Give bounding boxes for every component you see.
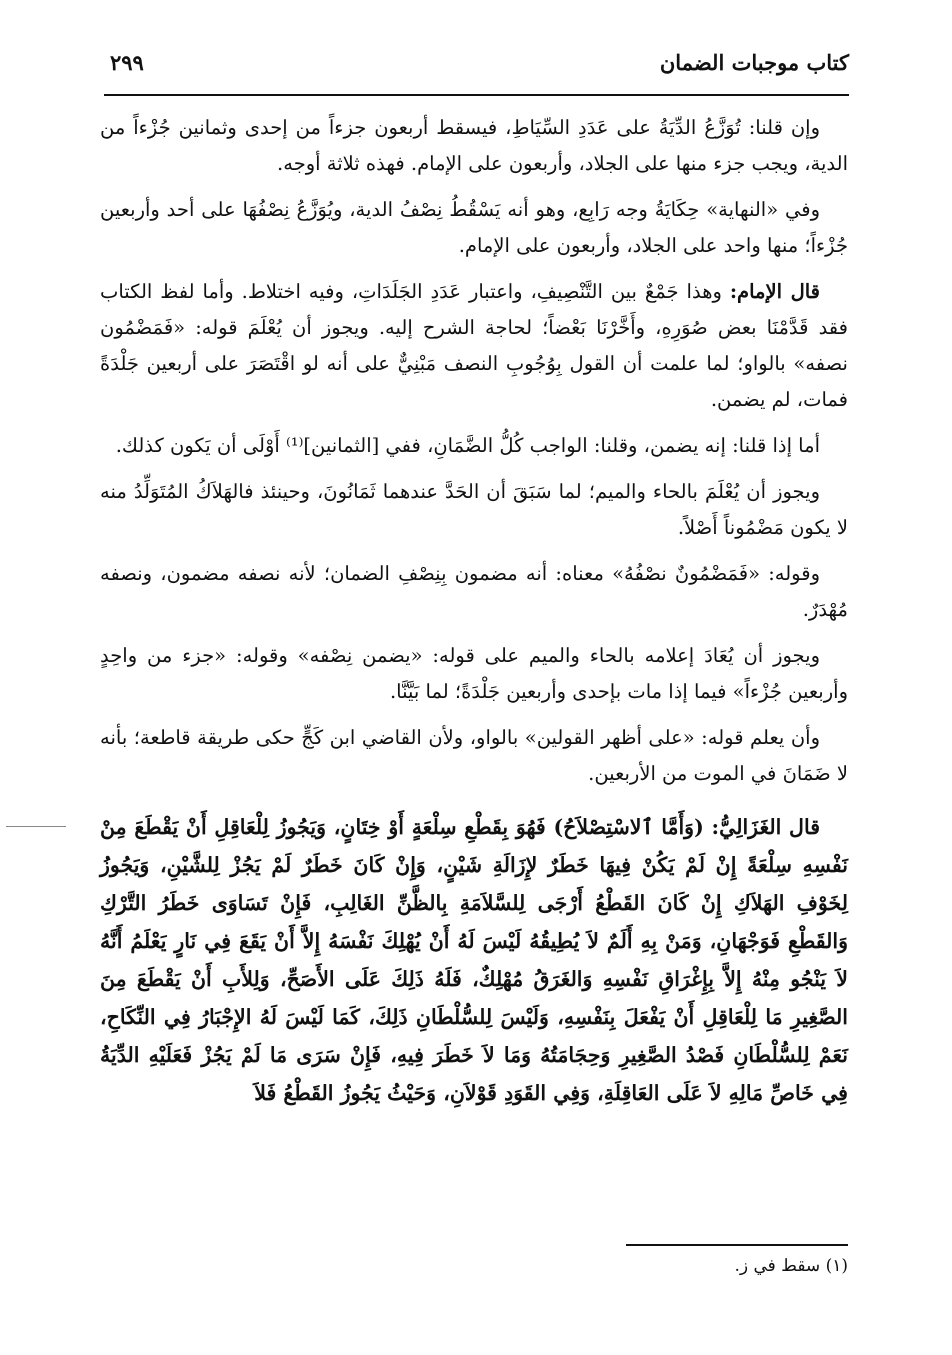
header-divider [104, 94, 849, 96]
paragraph: وقوله: «فَمَضْمُونٌ نصْفُهُ» معناه: أنه مضمون بِنِصْفِ الضمان؛ لأنه نصفه مضمون، ونصفه مُهْدَرٌ. [100, 562, 848, 621]
quote-text: (وَأَمَّا ٱلاسْتِصْلاَحُ) فَهُوَ بِقَطْعِ سِلْعَةٍ أَوْ خِتَانٍ، وَيَجُوزُ لِلْعَاقِلِ أَنْ يَقْطَعَ مِنْ نَفْسِهِ سِلْعَةً إِنْ لَمْ يَكُنْ فِيهَا خَطَرٌ لإِزَالَةِ شَيْنٍ، وَإِنْ كَانَ خَطَرٌ لَمْ يَجُزْ لِلشَّيْنِ، وَيَجُوزُ لِخَوْفِ الهَلاَكِ إِنْ كَانَ القَطْعُ أَرْجَى لِلسَّلاَمَةِ بِالظَّنِّ الغَالِبِ، فَإِنْ تَسَاوَى خَطَرُ التَّرْكِ وَالقَطْعِ فَوَجْهَانِ، وَمَنْ بِهِ أَلَمٌ لاَ يُطِيقُهُ لَيْسَ لَهُ أَنْ يُهْلِكَ نَفْسَهُ إِلاَّ أَنْ يَقَعَ فِي نَارٍ يَعْلَمُ أَنَّهُ لاَ يَنْجُو مِنْهُ إِلاَّ بِإِغْرَاقِ نَفْسِهِ وَالغَرَقُ مُهْلِكٌ، فَلَهُ ذَلِكَ عَلَى الأَصَحِّ، وَلِلأَبِ أَنْ يَقْطَعَ مِنَ الصَّغِيرِ مَا لِلْعَاقِلِ أَنْ يَفْعَلَ بِنَفْسِهِ، وَلَيْسَ لِلسُّلْطَانِ ذَلِكَ، كَمَا لَيْسَ لَهُ الإِجْبَارُ فِي النِّكَاحِ، نَعَمْ لِلسُّلْطَانِ فَصْدُ الصَّغِيرِ وَحِجَامَتُهُ وَمَا لاَ خَطَرَ فِيهِ، فَإِنْ سَرَى مَا لَمْ يَجُزْ فَعَلَيْهِ الدِّيَةُ فِي خَاصِّ مَالِهِ لاَ عَلَى العَاقِلَةِ، وَفِي القَوَدِ قَوْلاَنِ، وَحَيْثُ يَجُوزُ القَطْعُ فَلاَ [100, 815, 848, 1105]
paragraph: وأن يعلم قوله: «على أظهر القولين» بالواو، ولأن القاضي ابن كَجٍّ حكى طريقة قاطعة؛ بأنه لا ضَمَانَ في الموت من الأربعين. [100, 726, 848, 785]
imam-label: قال الإمام: [729, 280, 820, 303]
paragraph: ويجوز أن يُعَادَ إعلامه بالحاء والميم على قوله: «يضمن نِصْفه» وقوله: «جزء من واحِدٍ وأربعين جُزْءاً» فيما إذا مات بإحدى وأربعين جَلْدَةً؛ لما بَيَّنَّا. [100, 644, 848, 703]
page-body [100, 110, 848, 1122]
paragraph: وفي «النهاية» حِكَايَةُ وجه رَابِع، وهو أنه يَسْقُطُ نِصْفُ الدية، ويُوَزَّعُ نِصْفُهَا على أحد وأربعين جُزْءاً؛ منها واحد على الجلاد، وأربعون على الإمام. [100, 198, 848, 257]
paragraph: وإن قلنا: تُوَزَّعُ الدِّيَةُ على عَدَدِ السِّيَاطِ، فيسقط أربعون جزءاً من إحدى وثمانين جُزْءاً من الدية، ويجب جزء منها على الجلاد، وأربعون على الإمام. فهذه ثلاثة أوجه. [100, 116, 848, 175]
book-title: كتاب موجبات الضمان [659, 50, 849, 75]
ghazali-quote [100, 808, 848, 1112]
page-number: ٢٩٩ [110, 50, 144, 75]
paragraph: أما إذا قلنا: إنه يضمن، وقلنا: الواجب كُلُّ الضَّمَانِ، ففي [الثمانين]⁽¹⁾ أَوْلَى أن يَكون كذلك. [115, 434, 820, 457]
paragraph-imam [100, 274, 848, 418]
paragraph: ويجوز أن يُعْلَمَ بالحاء والميم؛ لما سَبَقَ أن الحَدَّ عندهما ثَمَانُونَ، وحينئذ فالهَلاَكُ المُتَوَلِّدُ منه لا يكون مَضْمُوناً أَصْلاً. [100, 480, 848, 539]
footnote [560, 1256, 848, 1276]
footnote-divider [626, 1244, 848, 1246]
imam-text: وهذا جَمْعٌ بين التَّنْصِيفِ، واعتبار عَدَدِ الجَلَدَاتِ، وفيه اختلاط. وأما لفظ الكتاب فقد قَدَّمْنَا بعض صُوَرِهِ، وأَخَّرْنَا بَعْضاً؛ لحاجة الشرح إليه. ويجوز أن يُعْلَمَ قوله: «فَمَضْمُون نصفه» بالواو؛ لما علمت أن القول بِوُجُوبِ النصف مَبْنِيٌّ على أنه لو اقْتَصَرَ على أربعين جَلْدَةً فمات، لم يضمن. [100, 280, 848, 411]
margin-mark [6, 826, 66, 827]
page-header [104, 46, 849, 92]
footnote-text: سقط في ز. [734, 1256, 821, 1276]
quote-label: قال الغَزَالِيُّ: [711, 815, 820, 839]
footnote-number: (١) [825, 1256, 848, 1276]
